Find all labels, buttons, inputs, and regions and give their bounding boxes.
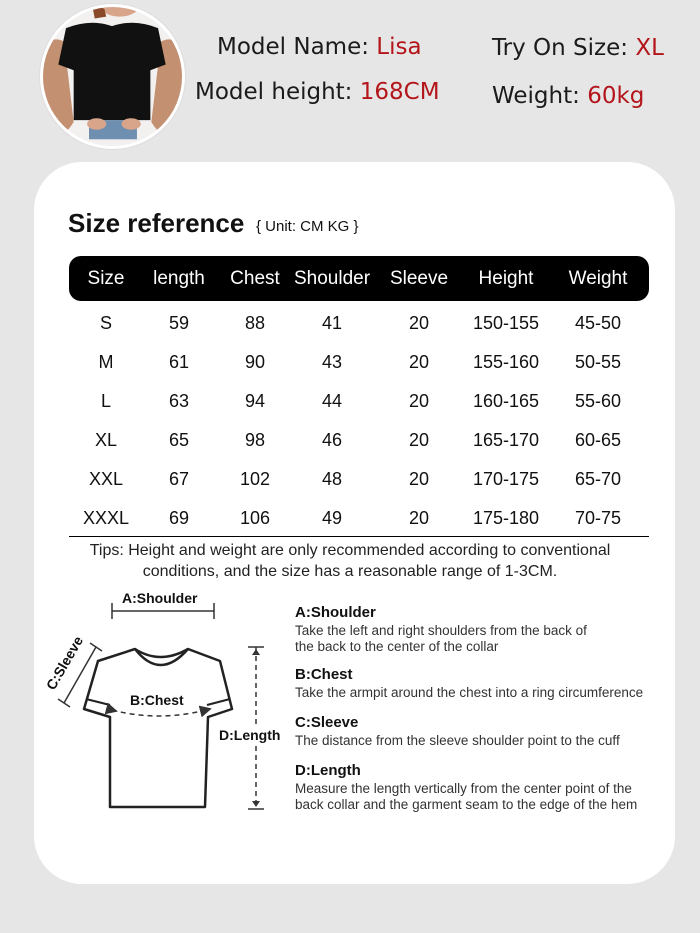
table-cell-height: 165-170 (472, 430, 540, 450)
legend-sleeve (295, 714, 620, 749)
table-cell-size: XL (94, 430, 118, 450)
table-cell-chest: 106 (239, 508, 271, 528)
table-cell-chest: 90 (244, 352, 266, 372)
legend-shoulder-desc-2: the back to the center of the collar (295, 639, 499, 654)
table-cell-weight: 45-50 (574, 313, 622, 333)
legend-length-title: D:Length (295, 762, 361, 779)
model-name (217, 34, 422, 60)
legend-chest-title: B:Chest (295, 666, 353, 683)
header-length: length (153, 268, 205, 289)
header-chest: Chest (230, 268, 280, 289)
header-weight: Weight (568, 268, 628, 289)
table-cell-size: XXL (88, 469, 124, 489)
tips-text (0, 540, 700, 582)
table-cell-weight: 50-55 (574, 352, 622, 372)
table-cell-length: 69 (168, 508, 190, 528)
table-cell-shoulder: 41 (321, 313, 343, 333)
table-cell-weight: 65-70 (574, 469, 622, 489)
table-cell-height: 160-165 (472, 391, 540, 411)
model-weight (492, 83, 644, 109)
table-cell-length: 67 (168, 469, 190, 489)
table-cell-sleeve: 20 (408, 430, 430, 450)
table-cell-length: 63 (168, 391, 190, 411)
chest-diagram-label: B:Chest (130, 692, 184, 708)
table-cell-weight: 60-65 (574, 430, 622, 450)
table-cell-size: M (98, 352, 114, 372)
table-cell-sleeve: 20 (408, 469, 430, 489)
header-shoulder: Shoulder (293, 268, 371, 289)
try-on-size (492, 35, 664, 61)
table-cell-weight: 55-60 (574, 391, 622, 411)
try-on-size-value: XL (635, 35, 664, 61)
legend-shoulder-title: A:Shoulder (295, 604, 376, 621)
model-photo-image (43, 7, 182, 146)
table-cell-sleeve: 20 (408, 352, 430, 372)
length-diagram-label: D:Length (219, 727, 281, 743)
unit-label: { Unit: CM KG } (256, 218, 359, 235)
table-cell-size: S (99, 313, 113, 333)
table-cell-sleeve: 20 (408, 313, 430, 333)
tshirt-measurement-diagram (40, 585, 300, 825)
legend-shoulder-desc-1: Take the left and right shoulders from the back of (295, 623, 587, 638)
header-sleeve: Sleeve (389, 268, 449, 289)
try-on-size-label: Try On Size: (492, 35, 636, 61)
table-cell-shoulder: 49 (321, 508, 343, 528)
table-cell-shoulder: 48 (321, 469, 343, 489)
legend-shoulder (295, 604, 587, 655)
tshirt-diagram-svg (40, 585, 300, 825)
legend-chest-desc-1: Take the armpit around the chest into a ring circumference (295, 685, 644, 700)
model-height-label: Model height: (195, 79, 360, 105)
legend-sleeve-desc-1: The distance from the sleeve shoulder point to the cuff (295, 733, 620, 748)
table-cell-shoulder: 44 (321, 391, 343, 411)
table-bottom-rule (69, 536, 649, 537)
table-cell-size: L (100, 391, 112, 411)
tshirt-outline (84, 649, 232, 807)
table-cell-height: 170-175 (472, 469, 540, 489)
model-photo (40, 4, 185, 149)
header-height: Height (478, 268, 534, 289)
table-cell-chest: 98 (244, 430, 266, 450)
model-weight-label: Weight: (492, 83, 588, 109)
table-cell-chest: 88 (244, 313, 266, 333)
table-cell-height: 175-180 (472, 508, 540, 528)
model-name-value: Lisa (376, 34, 422, 60)
size-reference-title: Size reference (68, 208, 245, 238)
table-cell-sleeve: 20 (408, 508, 430, 528)
shoulder-diagram-label: A:Shoulder (122, 590, 198, 606)
model-name-label: Model Name: (217, 34, 377, 60)
table-cell-height: 150-155 (472, 313, 540, 333)
table-cell-size: XXXL (82, 508, 130, 528)
table-cell-weight: 70-75 (574, 508, 622, 528)
legend-sleeve-title: C:Sleeve (295, 714, 359, 731)
table-cell-length: 61 (168, 352, 190, 372)
sleeve-diagram-label: C:Sleeve (42, 633, 87, 693)
legend-length-desc-1: Measure the length vertically from the center point of the (295, 781, 632, 796)
table-cell-height: 155-160 (472, 352, 540, 372)
table-cell-length: 65 (168, 430, 190, 450)
legend-length (295, 762, 637, 813)
tips-line-1: Tips: Height and weight are only recommended according to conventional (89, 542, 611, 559)
table-cell-shoulder: 46 (321, 430, 343, 450)
header-size: Size (87, 268, 125, 289)
table-cell-shoulder: 43 (321, 352, 343, 372)
legend-length-desc-2: back collar and the garment seam to the edge of the hem (295, 797, 638, 812)
table-cell-chest: 102 (239, 469, 271, 489)
table-cell-length: 59 (168, 313, 190, 333)
tips-line-2: conditions, and the size has a reasonable range of 1-3CM. (142, 563, 558, 580)
model-height (195, 79, 440, 105)
table-cell-chest: 94 (244, 391, 266, 411)
model-height-value: 168CM (359, 79, 440, 105)
legend-chest (295, 666, 643, 701)
table-cell-sleeve: 20 (408, 391, 430, 411)
model-weight-value: 60kg (587, 83, 645, 109)
